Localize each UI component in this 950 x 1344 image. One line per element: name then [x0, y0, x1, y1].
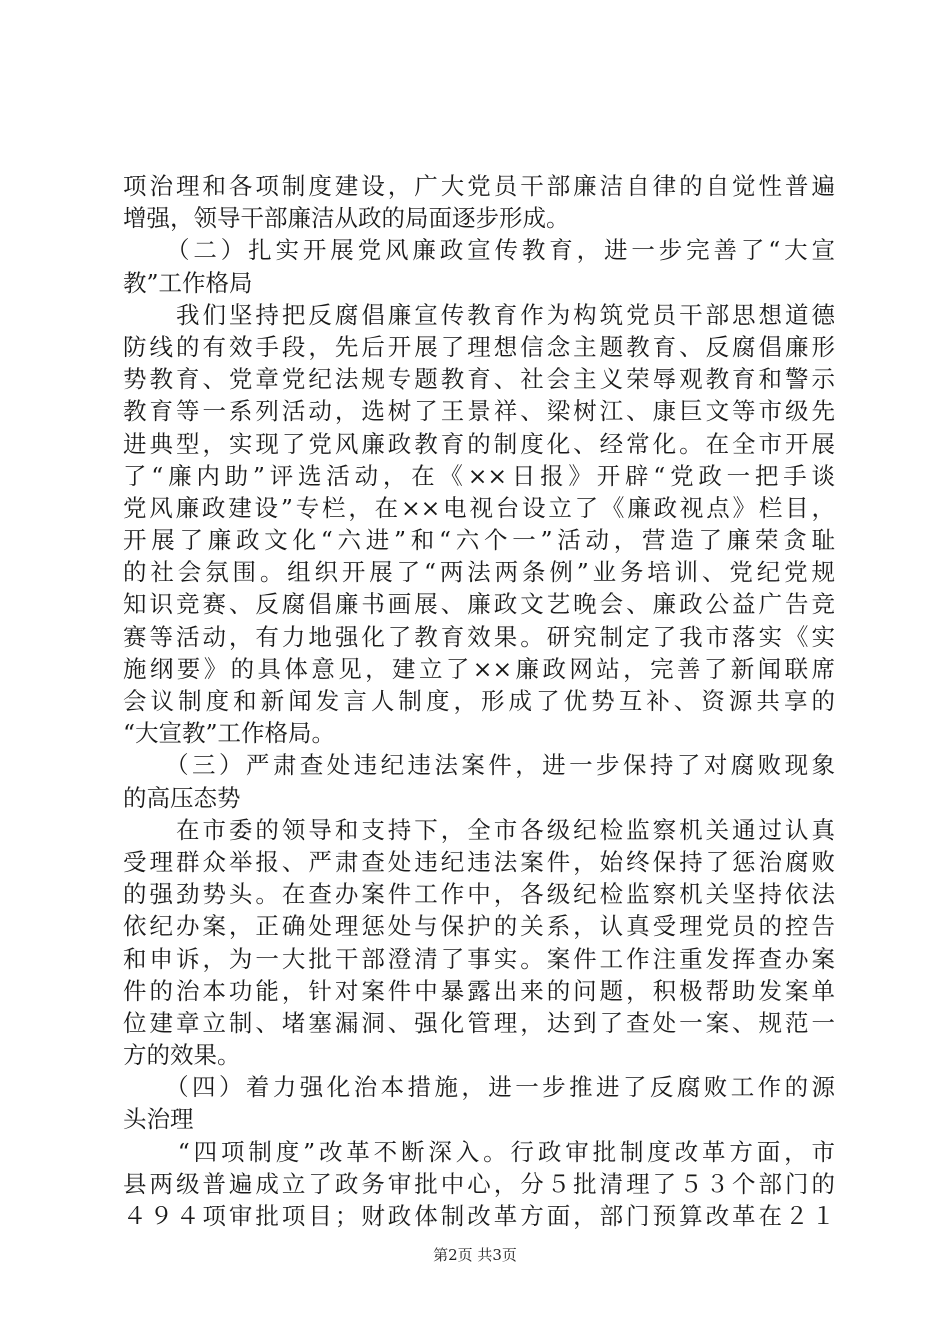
section-heading-line: （三）严肃查处违纪违法案件，进一步保持了对腐败现象 [123, 751, 835, 780]
text-line: 方的效果。 [123, 1041, 241, 1070]
text-line: 受理群众举报、严肃查处违纪违法案件，始终保持了惩治腐败 [123, 847, 835, 876]
text-line: 会议制度和新闻发言人制度，形成了优势互补、资源共享的 [123, 687, 835, 715]
document-body [123, 170, 835, 1232]
text-line: ４９４项审批项目；财政体制改革方面，部门预算改革在２１ [123, 1202, 835, 1230]
text-line: “大宣教”工作格局。 [123, 719, 336, 748]
text-line: 件的治本功能，针对案件中暴露出来的问题，积极帮助发案单 [123, 976, 835, 1005]
text-line: 的强劲势头。在查办案件工作中，各级纪检监察机关坚持依法 [123, 880, 835, 909]
text-line: 在市委的领导和支持下，全市各级纪检监察机关通过认真 [123, 815, 835, 844]
section-heading-line: 的高压态势 [123, 783, 241, 812]
text-line: 势教育、党章党纪法规专题教育、社会主义荣辱观教育和警示 [123, 365, 835, 394]
text-line: 我们坚持把反腐倡廉宣传教育作为构筑党员干部思想道德 [123, 300, 835, 329]
section-heading-line: （二）扎实开展党风廉政宣传教育，进一步完善了“大宣 [123, 236, 835, 265]
text-line: 依纪办案，正确处理惩处与保护的关系，认真受理党员的控告 [123, 912, 835, 941]
text-line: “四项制度”改革不断深入。行政审批制度改革方面，市 [123, 1137, 835, 1166]
text-line: 开展了廉政文化“六进”和“六个一”活动，营造了廉荣贪耻 [123, 526, 835, 555]
text-line: 项治理和各项制度建设，广大党员干部廉洁自律的自觉性普遍 [123, 172, 835, 200]
text-line: 的社会氛围。组织开展了“两法两条例”业务培训、党纪党规 [123, 558, 835, 587]
text-line: 位建章立制、堵塞漏洞、强化管理，达到了查处一案、规范一 [123, 1008, 835, 1037]
text-line: 防线的有效手段，先后开展了理想信念主题教育、反腐倡廉形 [123, 332, 835, 361]
section-heading-line: 头治理 [123, 1105, 194, 1134]
text-line: 增强，领导干部廉洁从政的局面逐步形成。 [123, 204, 570, 233]
text-line: 县两级普遍成立了政务审批中心，分５批清理了５３个部门的 [123, 1169, 835, 1198]
text-line: 进典型，实现了党风廉政教育的制度化、经常化。在全市开展 [123, 429, 835, 458]
text-line: 了“廉内助”评选活动，在《××日报》开辟“党政一把手谈 [123, 461, 835, 490]
page-number-footer: 第2页 共3页 [433, 1246, 517, 1264]
text-line: 施纲要》的具体意见，建立了××廉政网站，完善了新闻联席 [123, 654, 835, 683]
section-heading-line: （四）着力强化治本措施，进一步推进了反腐败工作的源 [123, 1073, 835, 1102]
text-line: 和申诉，为一大批干部澄清了事实。案件工作注重发挥查办案 [123, 944, 835, 973]
section-heading-line: 教”工作格局 [123, 268, 253, 297]
text-line: 赛等活动，有力地强化了教育效果。研究制定了我市落实《实 [123, 622, 835, 651]
text-line: 党风廉政建设”专栏，在××电视台设立了《廉政视点》栏目， [123, 493, 835, 522]
text-line: 知识竞赛、反腐倡廉书画展、廉政文艺晚会、廉政公益广告竞 [123, 590, 835, 619]
text-line: 教育等一系列活动，选树了王景祥、梁树江、康巨文等市级先 [123, 397, 835, 426]
